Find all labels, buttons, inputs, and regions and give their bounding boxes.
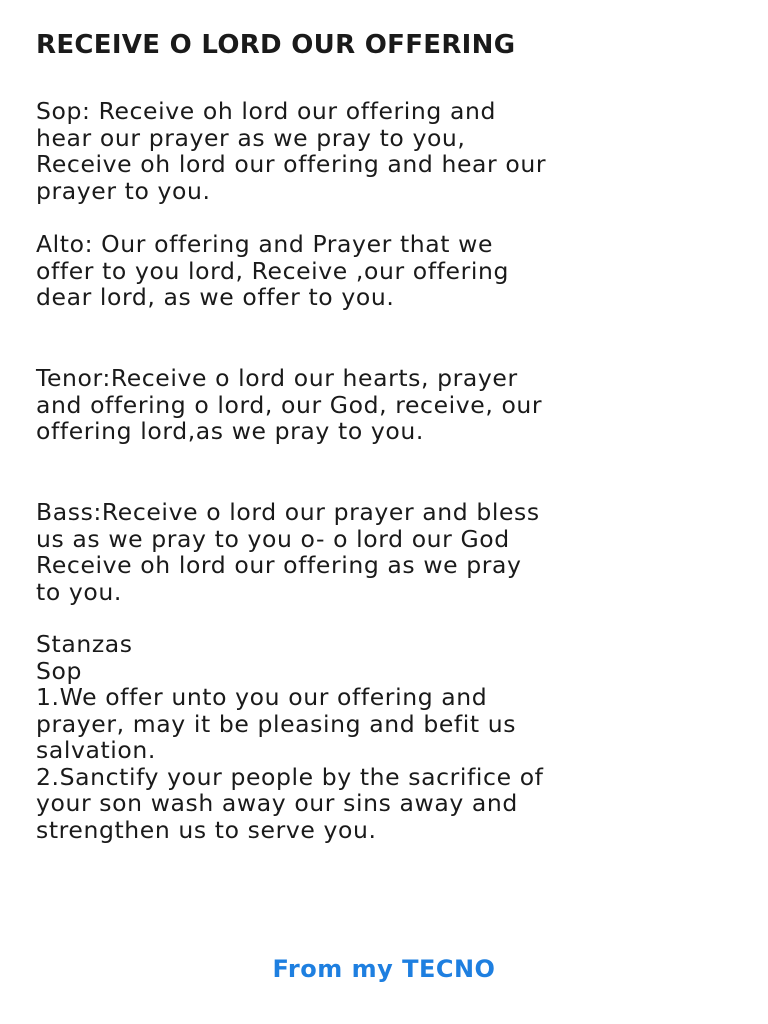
soprano-line: hear our prayer as we pray to you,	[36, 123, 466, 152]
alto-line: dear lord, as we offer to you.	[36, 283, 395, 311]
tenor-line: Tenor:Receive o lord our hearts, prayer	[36, 364, 518, 392]
tenor-part	[36, 365, 746, 445]
bass-line: Receive oh lord our offering as we pray	[36, 551, 522, 579]
stanza-line: salvation.	[36, 736, 156, 764]
bass-line: to you.	[36, 577, 122, 606]
soprano-line: Sop: Receive oh lord our offering and	[36, 97, 497, 125]
soprano-line: prayer to you.	[36, 176, 211, 205]
alto-line: offer to you lord, Receive ,our offering	[36, 256, 509, 285]
device-signature	[0, 955, 768, 983]
soprano-line: Receive oh lord our offering and hear our	[36, 150, 547, 178]
bass-part	[36, 499, 746, 605]
stanzas-section	[36, 631, 746, 843]
tenor-line: offering lord,as we pray to you.	[36, 417, 424, 445]
stanzas-voice-label: Sop	[36, 656, 83, 685]
bass-line: us as we pray to you o- o lord our God	[36, 524, 510, 553]
bass-line: Bass:Receive o lord our prayer and bless	[36, 498, 540, 526]
stanza-line: 1.We offer unto you our offering and	[36, 683, 488, 711]
alto-line: Alto: Our offering and Prayer that we	[36, 230, 494, 258]
stanza-line: prayer, may it be pleasing and befit us	[36, 709, 517, 738]
alto-part	[36, 231, 746, 311]
song-title: RECEIVE O LORD OUR OFFERING	[36, 30, 516, 60]
stanza-line: strengthen us to serve you.	[36, 815, 377, 844]
signature-text: From my TECNO	[272, 955, 496, 983]
tenor-line: and offering o lord, our God, receive, our	[36, 390, 543, 419]
soprano-part	[36, 98, 746, 204]
stanza-line: your son wash away our sins away and	[36, 789, 518, 817]
stanza-line: 2.Sanctify your people by the sacrifice of	[36, 762, 544, 791]
stanzas-heading: Stanzas	[36, 630, 133, 658]
